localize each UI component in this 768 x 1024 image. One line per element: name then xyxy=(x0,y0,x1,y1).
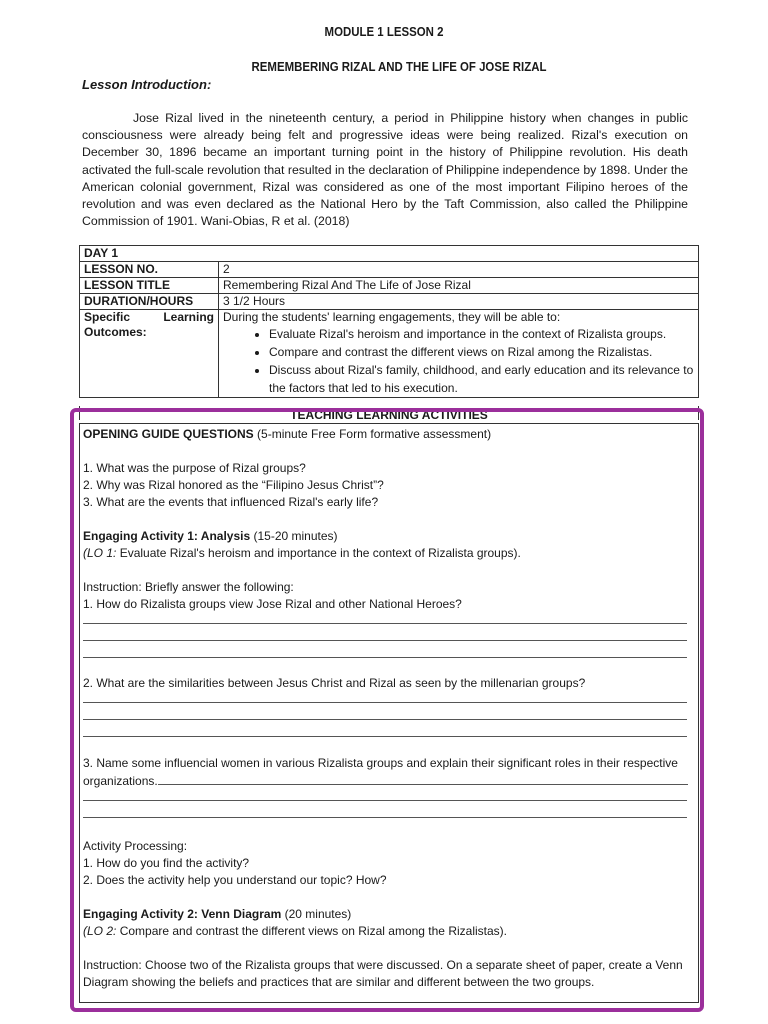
activity2-title: Engaging Activity 2: Venn Diagram xyxy=(83,907,282,921)
table-row xyxy=(80,294,699,310)
lesson-no-label: LESSON NO. xyxy=(80,262,219,278)
table-row xyxy=(80,278,699,294)
lesson-title-value: Remembering Rizal And The Life of Jose Rizal xyxy=(219,278,699,294)
answer-line[interactable] xyxy=(83,641,687,658)
lesson-title-label: LESSON TITLE xyxy=(80,278,219,294)
activity1-question-3: 3. Name some influencial women in various Rizalista groups and explain their significant roles in their respective xyxy=(83,756,678,770)
lesson-no-value: 2 xyxy=(219,262,699,278)
activity2-lo xyxy=(83,923,695,940)
opening-question: 1. What was the purpose of Rizal groups? xyxy=(83,461,306,475)
outcomes-cell xyxy=(219,310,699,398)
table-row xyxy=(80,310,699,398)
answer-line[interactable] xyxy=(83,801,687,818)
processing-title: Activity Processing: xyxy=(83,839,188,853)
outcomes-list xyxy=(223,325,694,397)
opening-heading xyxy=(83,426,695,443)
lesson-info-table xyxy=(79,245,699,398)
duration-value: 3 1/2 Hours xyxy=(219,294,699,310)
day-label: DAY 1 xyxy=(80,246,699,262)
activity1-lo-text: Evaluate Rizal's heroism and importance in the context of Rizalista groups). xyxy=(116,546,521,560)
opening-question: 3. What are the events that influenced Rizal's early life? xyxy=(83,495,379,509)
activity1-question-2: 2. What are the similarities between Jesus Christ and Rizal as seen by the millenarian groups? xyxy=(83,676,586,690)
activity1-instruction: Instruction: Briefly answer the following: xyxy=(83,580,294,594)
list-item: • Compare and contrast the different views on Rizal among the Rizalistas. xyxy=(269,343,694,361)
answer-line[interactable] xyxy=(83,703,687,720)
list-item: • Evaluate Rizal's heroism and importance in the context of Rizalista groups. xyxy=(269,325,694,343)
activity1-title: Engaging Activity 1: Analysis xyxy=(83,529,251,543)
outcomes-intro: During the students' learning engagements, they will be able to: xyxy=(223,310,561,324)
activity2-lo-label: (LO 2: xyxy=(83,924,117,938)
activity2-lo-text: Compare and contrast the different views on Rizal among the Rizalistas). xyxy=(116,924,507,938)
activity1-question-3-tail: organizations. xyxy=(83,774,158,788)
lesson-heading: REMEMBERING RIZAL AND THE LIFE OF JOSE RIZAL xyxy=(251,59,547,74)
processing-question-1: 1. How do you find the activity? xyxy=(83,856,250,870)
intro-paragraph: Jose Rizal lived in the nineteenth century, a period in Philippine history when changes in public consciousness were already being felt and progressive ideas were being realized. Rizal's execution on December 30, 1896 became an important turning point in the history of Philippine revolution. His death activated the full-scale revolution that resulted in the declaration of Philippine independence by 1898. Under the American colonial government, Rizal was considered as one of the most important Filipino heroes of the revolution and was even declared as the National Hero by the Taft Commission, also called the Philippine Commission of 1901. Wani-Obias, R et al. (2018) xyxy=(82,111,688,229)
list-item: • Discuss about Rizal's family, childhood, and early education and its relevance to the factors that led to his execution. xyxy=(269,361,694,397)
activity1-duration: (15-20 minutes) xyxy=(250,529,338,543)
teaching-activities-label: TEACHING LEARNING ACTIVITIES xyxy=(290,408,488,420)
opening-question: 2. Why was Rizal honored as the “Filipino Jesus Christ”? xyxy=(83,478,384,492)
activity1-heading xyxy=(83,528,695,545)
answer-line[interactable] xyxy=(83,720,687,737)
activity1-lo-label: (LO 1: xyxy=(83,546,117,560)
activity2-duration: (20 minutes) xyxy=(281,907,352,921)
answer-line[interactable] xyxy=(83,607,687,624)
outcomes-label: Specific Learning Outcomes: xyxy=(80,310,219,398)
intro-label: Lesson Introduction: xyxy=(82,77,212,92)
activity1-question-1: 1. How do Rizalista groups view Jose Rizal and other National Heroes? xyxy=(83,597,462,611)
activity1-lo xyxy=(83,545,695,562)
teaching-activities-header xyxy=(79,406,699,420)
activity2-instruction: Instruction: Choose two of the Rizalista groups that were discussed. On a separate sheet of paper, create a Venn Diagram showing the beliefs and practices that are similar and different between the two groups. xyxy=(83,958,683,989)
table-row xyxy=(80,246,699,262)
answer-line[interactable] xyxy=(83,624,687,641)
opening-subtitle: (5-minute Free Form formative assessment) xyxy=(253,427,492,441)
answer-line[interactable] xyxy=(83,686,687,703)
answer-line[interactable] xyxy=(83,784,687,801)
table-row xyxy=(80,262,699,278)
module-title: MODULE 1 LESSON 2 xyxy=(324,24,444,39)
opening-title: OPENING GUIDE QUESTIONS xyxy=(83,427,254,441)
processing-question-2: 2. Does the activity help you understand our topic? How? xyxy=(83,873,387,887)
duration-label: DURATION/HOURS xyxy=(80,294,219,310)
activities-section xyxy=(79,423,699,1003)
activity2-heading xyxy=(83,906,695,923)
